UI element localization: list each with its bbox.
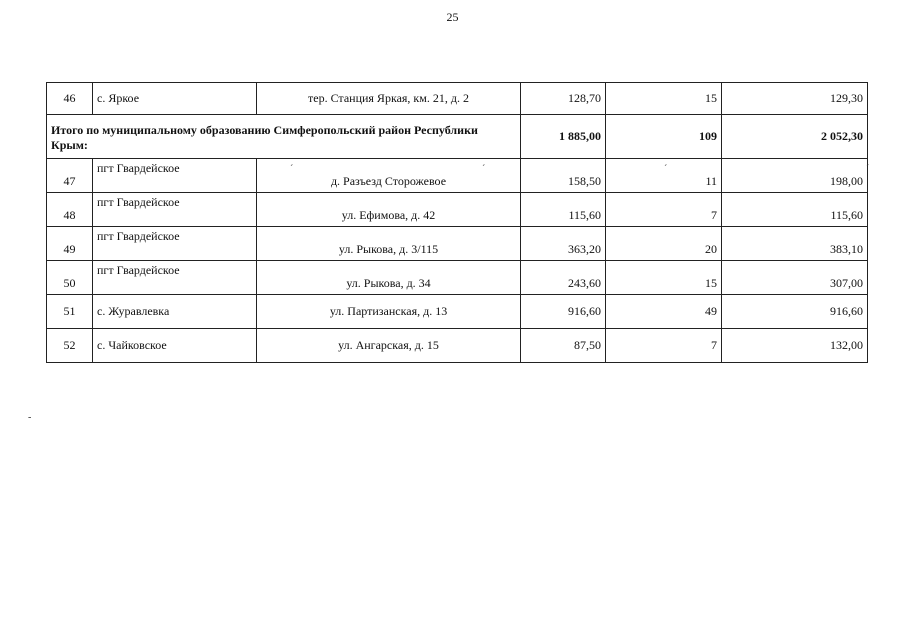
count-cell: 20 (606, 227, 722, 261)
area-cell: 363,20 (521, 227, 606, 261)
address-cell: ул. Ефимова, д. 42 (257, 193, 521, 227)
scan-mark: ˊ (290, 164, 294, 175)
scan-mark: ˊ (664, 164, 668, 175)
area-cell: 158,50 (521, 159, 606, 193)
settlement-cell: пгт Гвардейское (93, 193, 257, 227)
settlement-cell: пгт Гвардейское (93, 227, 257, 261)
settlement-cell: с. Чайковское (93, 329, 257, 363)
row-number: 50 (47, 261, 93, 295)
row-number: 49 (47, 227, 93, 261)
total-cell: 115,60 (722, 193, 868, 227)
area-cell: 243,60 (521, 261, 606, 295)
settlement-cell: пгт Гвардейское (93, 159, 257, 193)
count-cell: 49 (606, 295, 722, 329)
row-number: 51 (47, 295, 93, 329)
row-number: 48 (47, 193, 93, 227)
row-number: 52 (47, 329, 93, 363)
address-cell: тер. Станция Яркая, км. 21, д. 2 (257, 83, 521, 115)
count-cell: 7 (606, 193, 722, 227)
row-number: 46 (47, 83, 93, 115)
summary-total: 2 052,30 (722, 115, 868, 159)
address-cell: ул. Рыкова, д. 34 (257, 261, 521, 295)
count-cell: 7 (606, 329, 722, 363)
summary-count: 109 (606, 115, 722, 159)
table-row (47, 159, 868, 193)
address-cell: ул. Партизанская, д. 13 (257, 295, 521, 329)
scan-mark: ˊ (866, 164, 870, 175)
summary-row (47, 115, 868, 159)
row-number: 47 (47, 159, 93, 193)
area-cell: 115,60 (521, 193, 606, 227)
address-cell: д. Разъезд Сторожевое (257, 159, 521, 193)
total-cell: 132,00 (722, 329, 868, 363)
table-row (47, 295, 868, 329)
table-row (47, 227, 868, 261)
settlement-cell: с. Яркое (93, 83, 257, 115)
area-cell: 128,70 (521, 83, 606, 115)
scan-mark: - (28, 412, 32, 423)
settlement-cell: пгт Гвардейское (93, 261, 257, 295)
area-cell: 916,60 (521, 295, 606, 329)
area-cell: 87,50 (521, 329, 606, 363)
housing-table (46, 82, 868, 363)
total-cell: 383,10 (722, 227, 868, 261)
address-cell: ул. Рыкова, д. 3/115 (257, 227, 521, 261)
total-cell: 916,60 (722, 295, 868, 329)
scan-mark: ˊ (482, 164, 486, 175)
page-number: 25 (446, 10, 459, 24)
table-row (47, 261, 868, 295)
table-row (47, 329, 868, 363)
summary-label: Итого по муниципальному образованию Симферопольский район Республики Крым: (47, 115, 521, 159)
settlement-cell: с. Журавлевка (93, 295, 257, 329)
total-cell: 129,30 (722, 83, 868, 115)
count-cell: 11 (606, 159, 722, 193)
table-row (47, 193, 868, 227)
summary-area: 1 885,00 (521, 115, 606, 159)
table-row (47, 83, 868, 115)
total-cell: 198,00 (722, 159, 868, 193)
total-cell: 307,00 (722, 261, 868, 295)
address-cell: ул. Ангарская, д. 15 (257, 329, 521, 363)
count-cell: 15 (606, 261, 722, 295)
count-cell: 15 (606, 83, 722, 115)
